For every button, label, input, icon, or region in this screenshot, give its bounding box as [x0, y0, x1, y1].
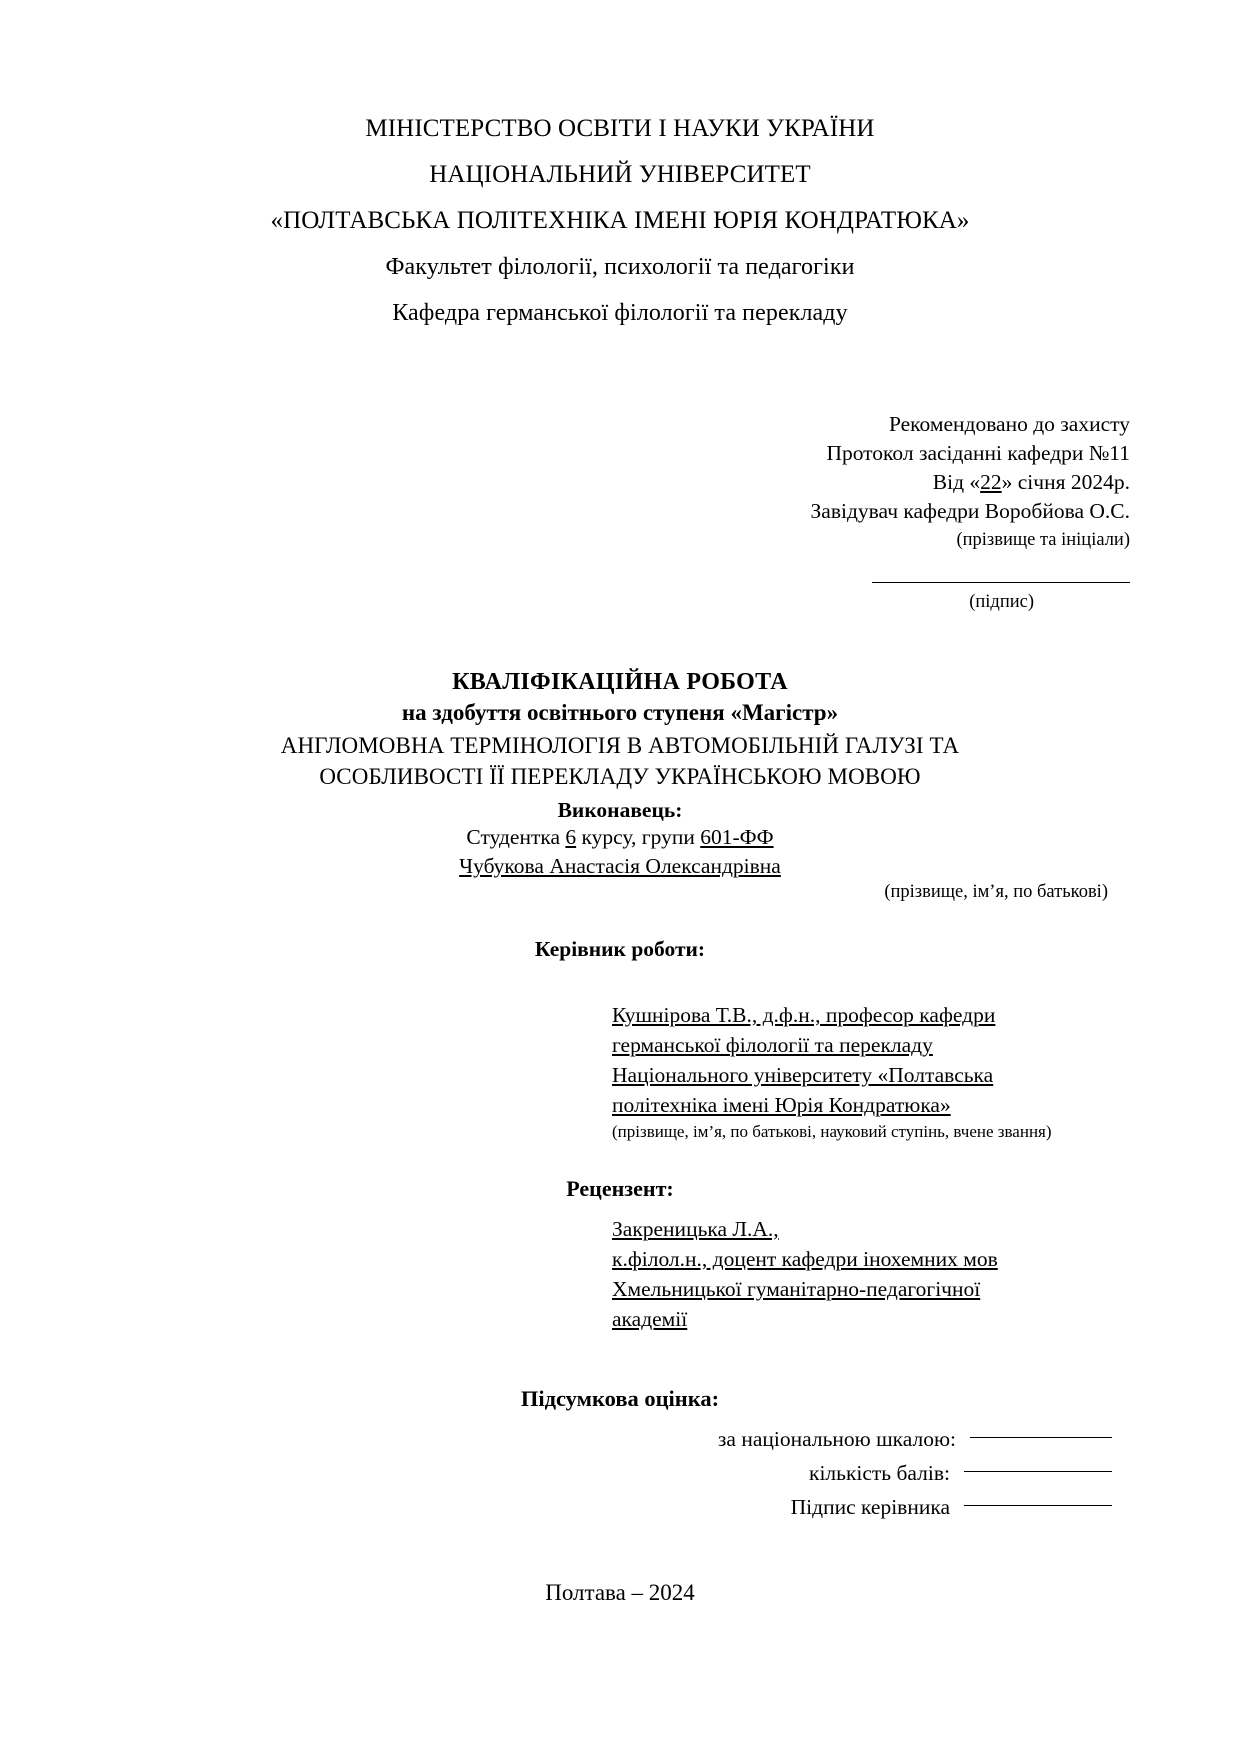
- grade-row-national-scale-label: за національною шкалою:: [717, 1427, 956, 1451]
- performer-block: [110, 798, 1130, 903]
- work-type-title: КВАЛІФІКАЦІЙНА РОБОТА: [452, 669, 788, 695]
- degree-subtitle: на здобуття освітнього ступеня «Магістр»: [401, 700, 839, 725]
- title-block: [110, 669, 1130, 792]
- approval-date: [110, 468, 1130, 497]
- reviewer-line-3: Хмельницької гуманітарно-педагогічної: [612, 1277, 981, 1301]
- reviewer-line-4: академії: [612, 1307, 688, 1331]
- thesis-title-line-2: ОСОБЛИВОСТІ ЇЇ ПЕРЕКЛАДУ УКРАЇНСЬКОЮ МОВОЮ: [319, 764, 921, 789]
- approval-protocol: Протокол засіданні кафедри №11: [826, 441, 1130, 465]
- reviewer-details: [612, 1214, 1130, 1334]
- performer-name-caption: (прізвище, ім’я, по батькові): [884, 882, 1108, 902]
- supervisor-details: [612, 1000, 1130, 1120]
- final-grade-rows: [110, 1422, 1130, 1524]
- performer-label: Виконавець:: [557, 798, 683, 822]
- supervisor-line-1: Кушнірова Т.В., д.ф.н., професор кафедри: [612, 1003, 996, 1027]
- performer-row-prefix: Студентка: [466, 825, 561, 849]
- approval-date-day: 22: [980, 470, 1002, 494]
- final-grade-block: [110, 1386, 1130, 1524]
- grade-blank-national-scale: [970, 1436, 1112, 1438]
- approval-head: Завідувач кафедри Воробйова О.С.: [810, 499, 1130, 523]
- supervisor-line-4: політехніка імені Юрія Кондратюка»: [612, 1093, 951, 1117]
- reviewer-label: Рецензент:: [566, 1176, 674, 1201]
- header-line-university-name: «ПОЛТАВСЬКА ПОЛІТЕХНІКА ІМЕНІ ЮРІЯ КОНДРАТЮКА»: [270, 207, 970, 234]
- approval-block: [110, 410, 1130, 617]
- grade-row-supervisor-signature-label: Підпис керівника: [790, 1495, 950, 1519]
- supervisor-label: Керівник роботи:: [534, 937, 706, 961]
- supervisor-line-3: Національного університету «Полтавська: [612, 1063, 994, 1087]
- performer-name: Чубукова Анастасія Олександрівна: [459, 854, 781, 878]
- approval-signature-line-wrap: [110, 555, 1130, 584]
- performer-row-middle: курсу, групи: [581, 825, 695, 849]
- performer-course-value: 6: [565, 825, 577, 849]
- grade-blank-supervisor-signature: [964, 1504, 1112, 1506]
- thesis-title: [110, 730, 1130, 792]
- header-line-faculty: Факультет філології, психології та педагогіки: [385, 254, 855, 280]
- thesis-title-line-1: АНГЛОМОВНА ТЕРМІНОЛОГІЯ В АВТОМОБІЛЬНІЙ ГАЛУЗІ ТА: [280, 733, 960, 758]
- reviewer-line-2: к.філол.н., доцент кафедри інохемних мов: [612, 1247, 998, 1271]
- institution-header: [110, 106, 1130, 336]
- supervisor-line-2: германської філології та перекладу: [612, 1033, 933, 1057]
- header-line-university: НАЦІОНАЛЬНИЙ УНІВЕРСИТЕТ: [429, 161, 811, 188]
- performer-name-row: [110, 852, 1130, 881]
- reviewer-line-1: Закреницька Л.А.,: [612, 1217, 779, 1241]
- approval-name-caption: (прізвище та ініціали): [956, 530, 1130, 550]
- approval-recommended: Рекомендовано до захисту: [888, 412, 1130, 436]
- reviewer-block: [110, 1176, 1130, 1334]
- place-year-footer: Полтава – 2024: [545, 1580, 695, 1605]
- grade-row-supervisor-signature: [110, 1490, 1112, 1524]
- grade-row-points-label: кількість балів:: [809, 1461, 950, 1485]
- grade-row-points: [110, 1456, 1112, 1490]
- signature-line: [872, 581, 1130, 583]
- performer-course-row: [110, 823, 1130, 852]
- approval-date-prefix: Від «: [932, 470, 981, 494]
- header-line-department: Кафедра германської філології та перекладу: [392, 300, 848, 326]
- performer-group-value: 601-ФФ: [700, 825, 774, 849]
- header-line-ministry: МІНІСТЕРСТВО ОСВІТИ І НАУКИ УКРАЇНИ: [365, 115, 875, 142]
- supervisor-block: [110, 937, 1130, 1142]
- final-grade-label: Підсумкова оцінка:: [520, 1386, 720, 1411]
- approval-date-suffix: » січня 2024р.: [1001, 470, 1130, 494]
- grade-row-national-scale: [110, 1422, 1112, 1456]
- approval-signature-caption: (підпис): [969, 592, 1034, 612]
- supervisor-caption: (прізвище, ім’я, по батькові, науковий ступінь, вчене звання): [612, 1122, 1052, 1141]
- grade-blank-points: [964, 1470, 1112, 1472]
